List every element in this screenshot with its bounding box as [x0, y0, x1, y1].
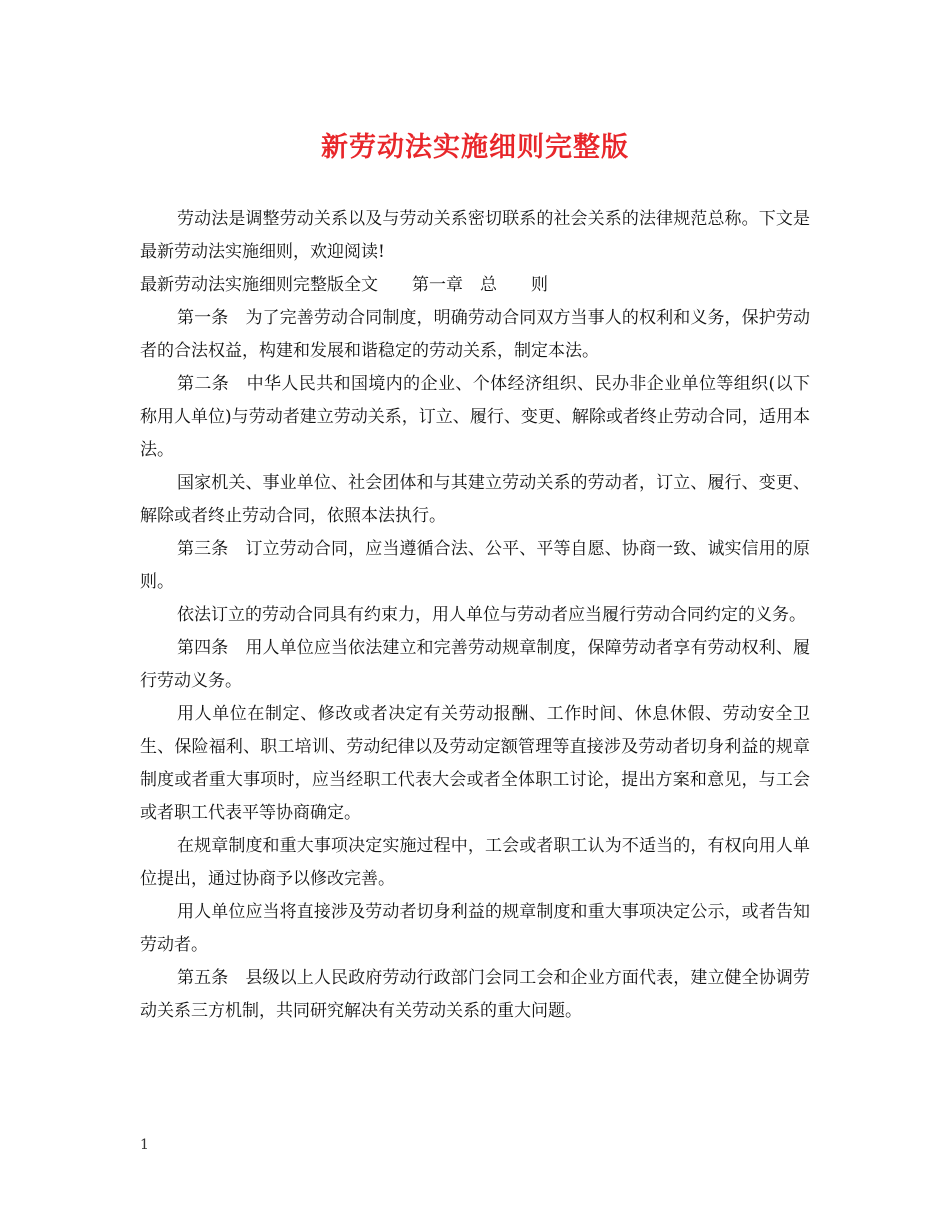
paragraph-chapter-heading: 最新劳动法实施细则完整版全文 第一章 总 则 [140, 275, 548, 295]
paragraph-article-2: 第二条 中华人民共和国境内的企业、个体经济组织、民办非企业单位等组织(以下称用人单位)与劳动者建立劳动关系，订立、履行、变更、解除或者终止劳动合同，适用本法。 [140, 374, 810, 460]
paragraph-article-3-clause: 依法订立的劳动合同具有约束力，用人单位与劳动者应当履行劳动合同约定的义务。 [177, 605, 806, 625]
document-title: 新劳动法实施细则完整版 [321, 132, 629, 163]
paragraph-article-4: 第四条 用人单位应当依法建立和完善劳动规章制度，保障劳动者享有劳动权利、履行劳动义务。 [140, 638, 810, 691]
paragraph-article-1: 第一条 为了完善劳动合同制度，明确劳动合同双方当事人的权利和义务，保护劳动者的合法权益，构建和发展和谐稳定的劳动关系，制定本法。 [140, 308, 810, 361]
page-number: 1 [140, 1137, 149, 1153]
paragraph-article-4-clause-1: 用人单位在制定、修改或者决定有关劳动报酬、工作时间、休息休假、劳动安全卫生、保险福利、职工培训、劳动纪律以及劳动定额管理等直接涉及劳动者切身利益的规章制度或者重大事项时，应当经职工代表大会或者全体职工讨论，提出方案和意见，与工会或者职工代表平等协商确定。 [140, 704, 810, 823]
paragraph-article-5: 第五条 县级以上人民政府劳动行政部门会同工会和企业方面代表，建立健全协调劳动关系三方机制，共同研究解决有关劳动关系的重大问题。 [140, 968, 810, 1021]
paragraph-article-2-clause: 国家机关、事业单位、社会团体和与其建立劳动关系的劳动者，订立、履行、变更、解除或者终止劳动合同，依照本法执行。 [140, 473, 810, 526]
paragraph-intro: 劳动法是调整劳动关系以及与劳动关系密切联系的社会关系的法律规范总称。下文是最新劳动法实施细则，欢迎阅读! [140, 209, 810, 262]
document-body [140, 203, 810, 1028]
paragraph-article-4-clause-3: 用人单位应当将直接涉及劳动者切身利益的规章制度和重大事项决定公示，或者告知劳动者。 [140, 902, 810, 955]
paragraph-article-4-clause-2: 在规章制度和重大事项决定实施过程中，工会或者职工认为不适当的，有权向用人单位提出，通过协商予以修改完善。 [140, 836, 810, 889]
paragraph-article-3: 第三条 订立劳动合同，应当遵循合法、公平、平等自愿、协商一致、诚实信用的原则。 [140, 539, 810, 592]
